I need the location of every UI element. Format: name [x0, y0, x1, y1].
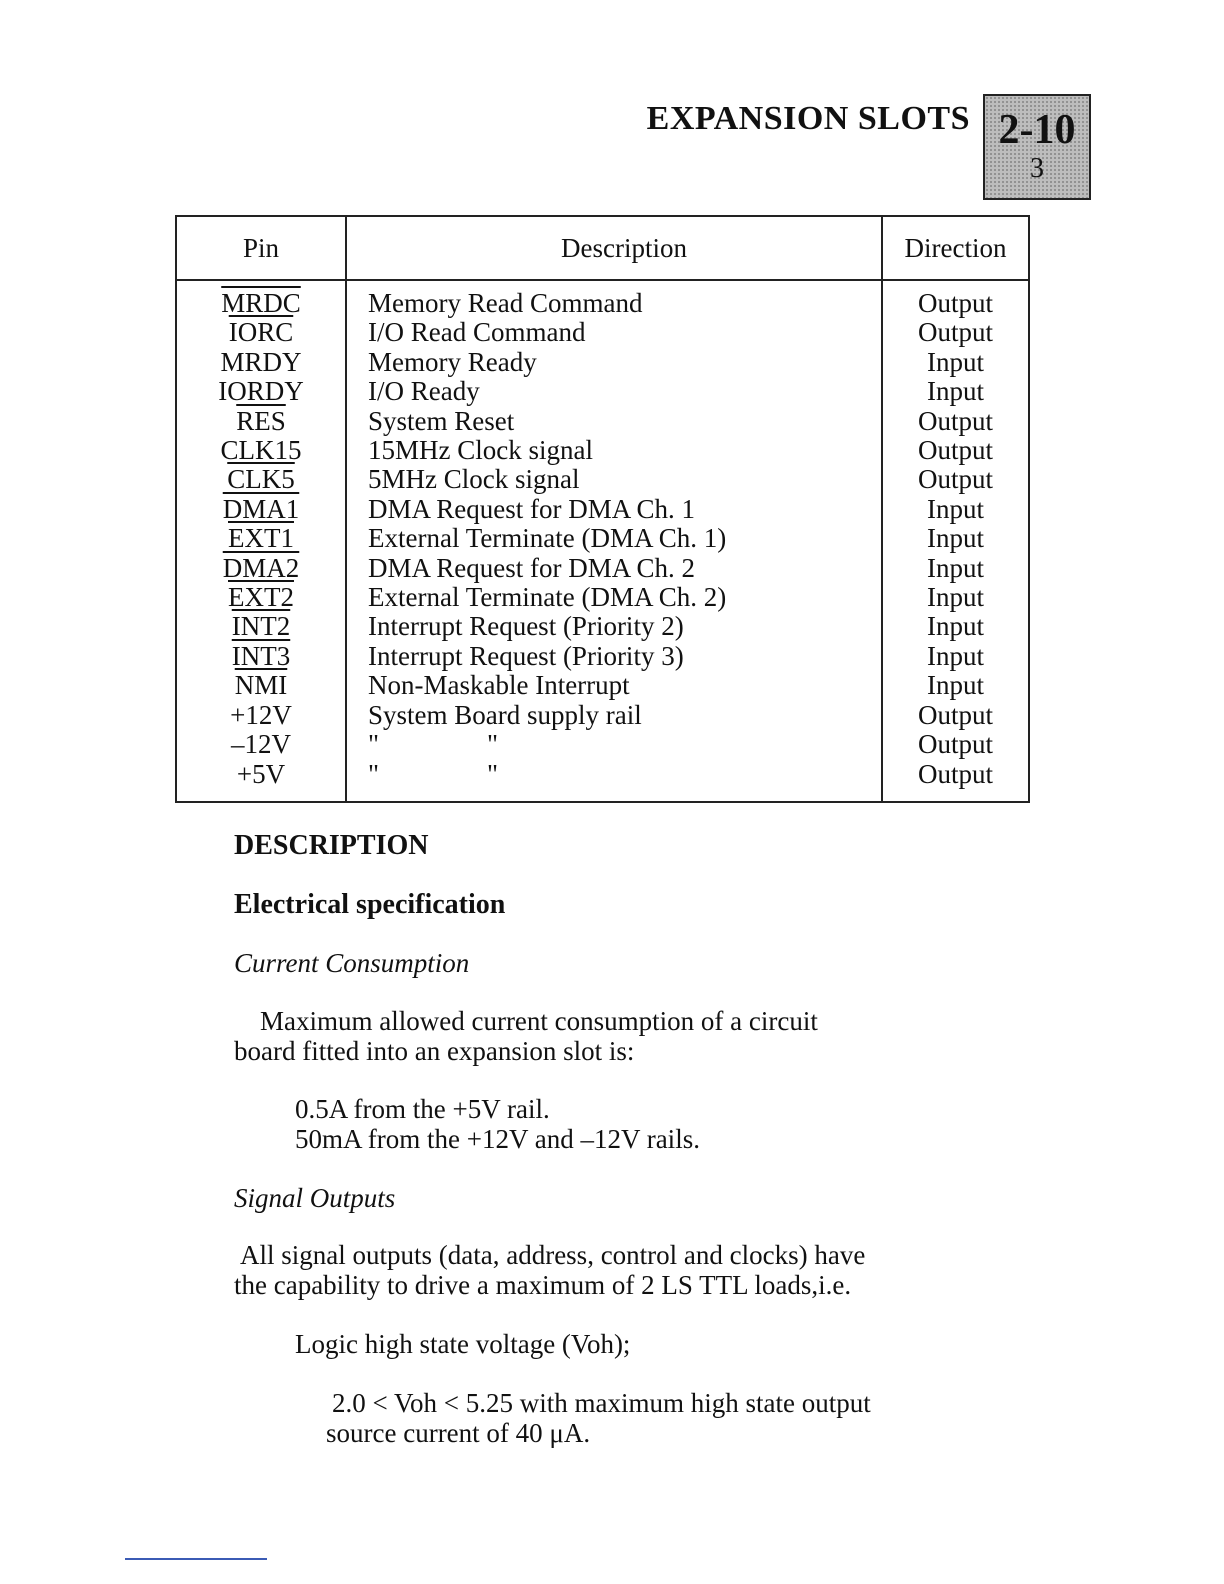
pin-cell	[176, 554, 346, 583]
pin-name: –12V	[231, 729, 291, 760]
pin-cell	[176, 583, 346, 612]
table-row	[176, 642, 1029, 671]
direction-cell: Output	[882, 701, 1029, 730]
header-direction: Direction	[882, 216, 1029, 280]
current-limits-list	[295, 1094, 1055, 1154]
table-row	[176, 554, 1029, 583]
description-cell: 15MHz Clock signal	[346, 436, 882, 465]
table-row	[176, 280, 1029, 318]
table-row	[176, 465, 1029, 494]
direction-cell: Input	[882, 348, 1029, 377]
pin-name: CLK15	[220, 435, 302, 466]
pin-cell	[176, 407, 346, 436]
pin-cell	[176, 612, 346, 641]
page-title: EXPANSION SLOTS	[646, 100, 970, 137]
footer-rule	[125, 1558, 267, 1560]
voh-spec	[326, 1388, 1086, 1448]
pin-cell	[176, 701, 346, 730]
pin-cell	[176, 377, 346, 406]
current-paragraph-line-2: board fitted into an expansion slot is:	[234, 1036, 635, 1066]
table-row	[176, 377, 1029, 406]
description-cell: I/O Ready	[346, 377, 882, 406]
signal-paragraph	[234, 1240, 994, 1300]
pin-table-body	[176, 280, 1029, 802]
electrical-spec-heading: Electrical specification	[234, 889, 506, 920]
description-cell: External Terminate (DMA Ch. 1)	[346, 524, 882, 553]
description-cell: DMA Request for DMA Ch. 1	[346, 495, 882, 524]
pin-name-active-low: $\overline{RES}$	[236, 405, 286, 436]
pin-name: MRDY	[220, 346, 302, 377]
header-pin: Pin	[176, 216, 346, 280]
description-cell: " "	[346, 730, 882, 759]
table-row	[176, 318, 1029, 347]
description-cell: " "	[346, 760, 882, 802]
current-paragraph-line-1: Maximum allowed current consumption of a circuit	[260, 1006, 818, 1036]
pin-name-active-low: MRDC	[221, 288, 301, 318]
voh-spec-line-2: source current of 40 μA.	[326, 1418, 591, 1448]
table-row	[176, 671, 1029, 700]
pin-cell	[176, 642, 346, 671]
pin-name-active-low: INT2	[231, 611, 291, 642]
direction-cell: Input	[882, 583, 1029, 612]
pin-cell	[176, 436, 346, 465]
pin-name-active-low: $\overline{NMI}$	[234, 670, 288, 701]
description-heading: DESCRIPTION	[234, 830, 429, 861]
tab-page-number: 3	[1030, 153, 1044, 184]
table-row	[176, 495, 1029, 524]
description-cell: System Reset	[346, 407, 882, 436]
pin-cell	[176, 730, 346, 759]
current-limit-12v: 50mA from the +12V and –12V rails.	[295, 1124, 700, 1154]
table-row	[176, 524, 1029, 553]
pin-name: IORDY	[218, 376, 304, 407]
pin-name: +12V	[230, 699, 292, 730]
pin-name-active-low: INT3	[231, 640, 291, 671]
table-row	[176, 760, 1029, 802]
pin-name-active-low: EXT2	[228, 582, 294, 613]
description-cell: External Terminate (DMA Ch. 2)	[346, 583, 882, 612]
description-cell: 5MHz Clock signal	[346, 465, 882, 494]
voh-spec-line-1: 2.0 < Voh < 5.25 with maximum high state output	[332, 1388, 871, 1418]
direction-cell: Input	[882, 642, 1029, 671]
table-header-row	[176, 216, 1029, 280]
pin-name-active-low: DMA2	[222, 552, 300, 583]
table-row	[176, 407, 1029, 436]
direction-cell: Output	[882, 760, 1029, 802]
pin-cell	[176, 318, 346, 347]
logic-high-label: Logic high state voltage (Voh);	[295, 1329, 631, 1359]
signal-paragraph-line-2: the capability to drive a maximum of 2 LS TTL loads,i.e.	[234, 1270, 852, 1300]
table-row	[176, 701, 1029, 730]
table-row	[176, 730, 1029, 759]
pin-cell	[176, 495, 346, 524]
table-row	[176, 612, 1029, 641]
direction-cell: Output	[882, 280, 1029, 318]
description-cell: Interrupt Request (Priority 3)	[346, 642, 882, 671]
description-cell: Memory Read Command	[346, 280, 882, 318]
direction-cell: Input	[882, 524, 1029, 553]
direction-cell: Output	[882, 407, 1029, 436]
direction-cell: Input	[882, 495, 1029, 524]
pin-name: +5V	[236, 758, 286, 789]
pin-cell	[176, 348, 346, 377]
direction-cell: Input	[882, 671, 1029, 700]
signal-paragraph-line-1: All signal outputs (data, address, control and clocks) have	[240, 1240, 866, 1270]
header-description: Description	[346, 216, 882, 280]
tab-section-number: 2-10	[998, 107, 1076, 153]
description-cell: DMA Request for DMA Ch. 2	[346, 554, 882, 583]
direction-cell: Input	[882, 554, 1029, 583]
pin-table	[175, 215, 1030, 803]
description-cell: Non-Maskable Interrupt	[346, 671, 882, 700]
description-cell: System Board supply rail	[346, 701, 882, 730]
pin-name-active-low: CLK5	[227, 464, 295, 495]
direction-cell: Output	[882, 436, 1029, 465]
table-row	[176, 583, 1029, 612]
current-paragraph	[234, 1006, 994, 1066]
direction-cell: Input	[882, 612, 1029, 641]
pin-cell	[176, 465, 346, 494]
direction-cell: Output	[882, 730, 1029, 759]
direction-cell: Output	[882, 318, 1029, 347]
direction-cell: Output	[882, 465, 1029, 494]
description-cell: I/O Read Command	[346, 318, 882, 347]
table-row	[176, 348, 1029, 377]
pin-cell	[176, 671, 346, 700]
section-tab	[983, 94, 1091, 200]
description-cell: Memory Ready	[346, 348, 882, 377]
direction-cell: Input	[882, 377, 1029, 406]
table-row	[176, 436, 1029, 465]
pin-name-active-low: IORC	[228, 317, 294, 348]
current-consumption-heading: Current Consumption	[234, 948, 470, 978]
pin-name-active-low: DMA1	[222, 493, 300, 524]
description-cell: Interrupt Request (Priority 2)	[346, 612, 882, 641]
pin-name-active-low: EXT1	[228, 523, 294, 554]
signal-outputs-heading: Signal Outputs	[234, 1183, 396, 1213]
pin-cell	[176, 280, 346, 318]
pin-cell	[176, 524, 346, 553]
pin-cell	[176, 760, 346, 802]
current-limit-5v: 0.5A from the +5V rail.	[295, 1094, 550, 1124]
